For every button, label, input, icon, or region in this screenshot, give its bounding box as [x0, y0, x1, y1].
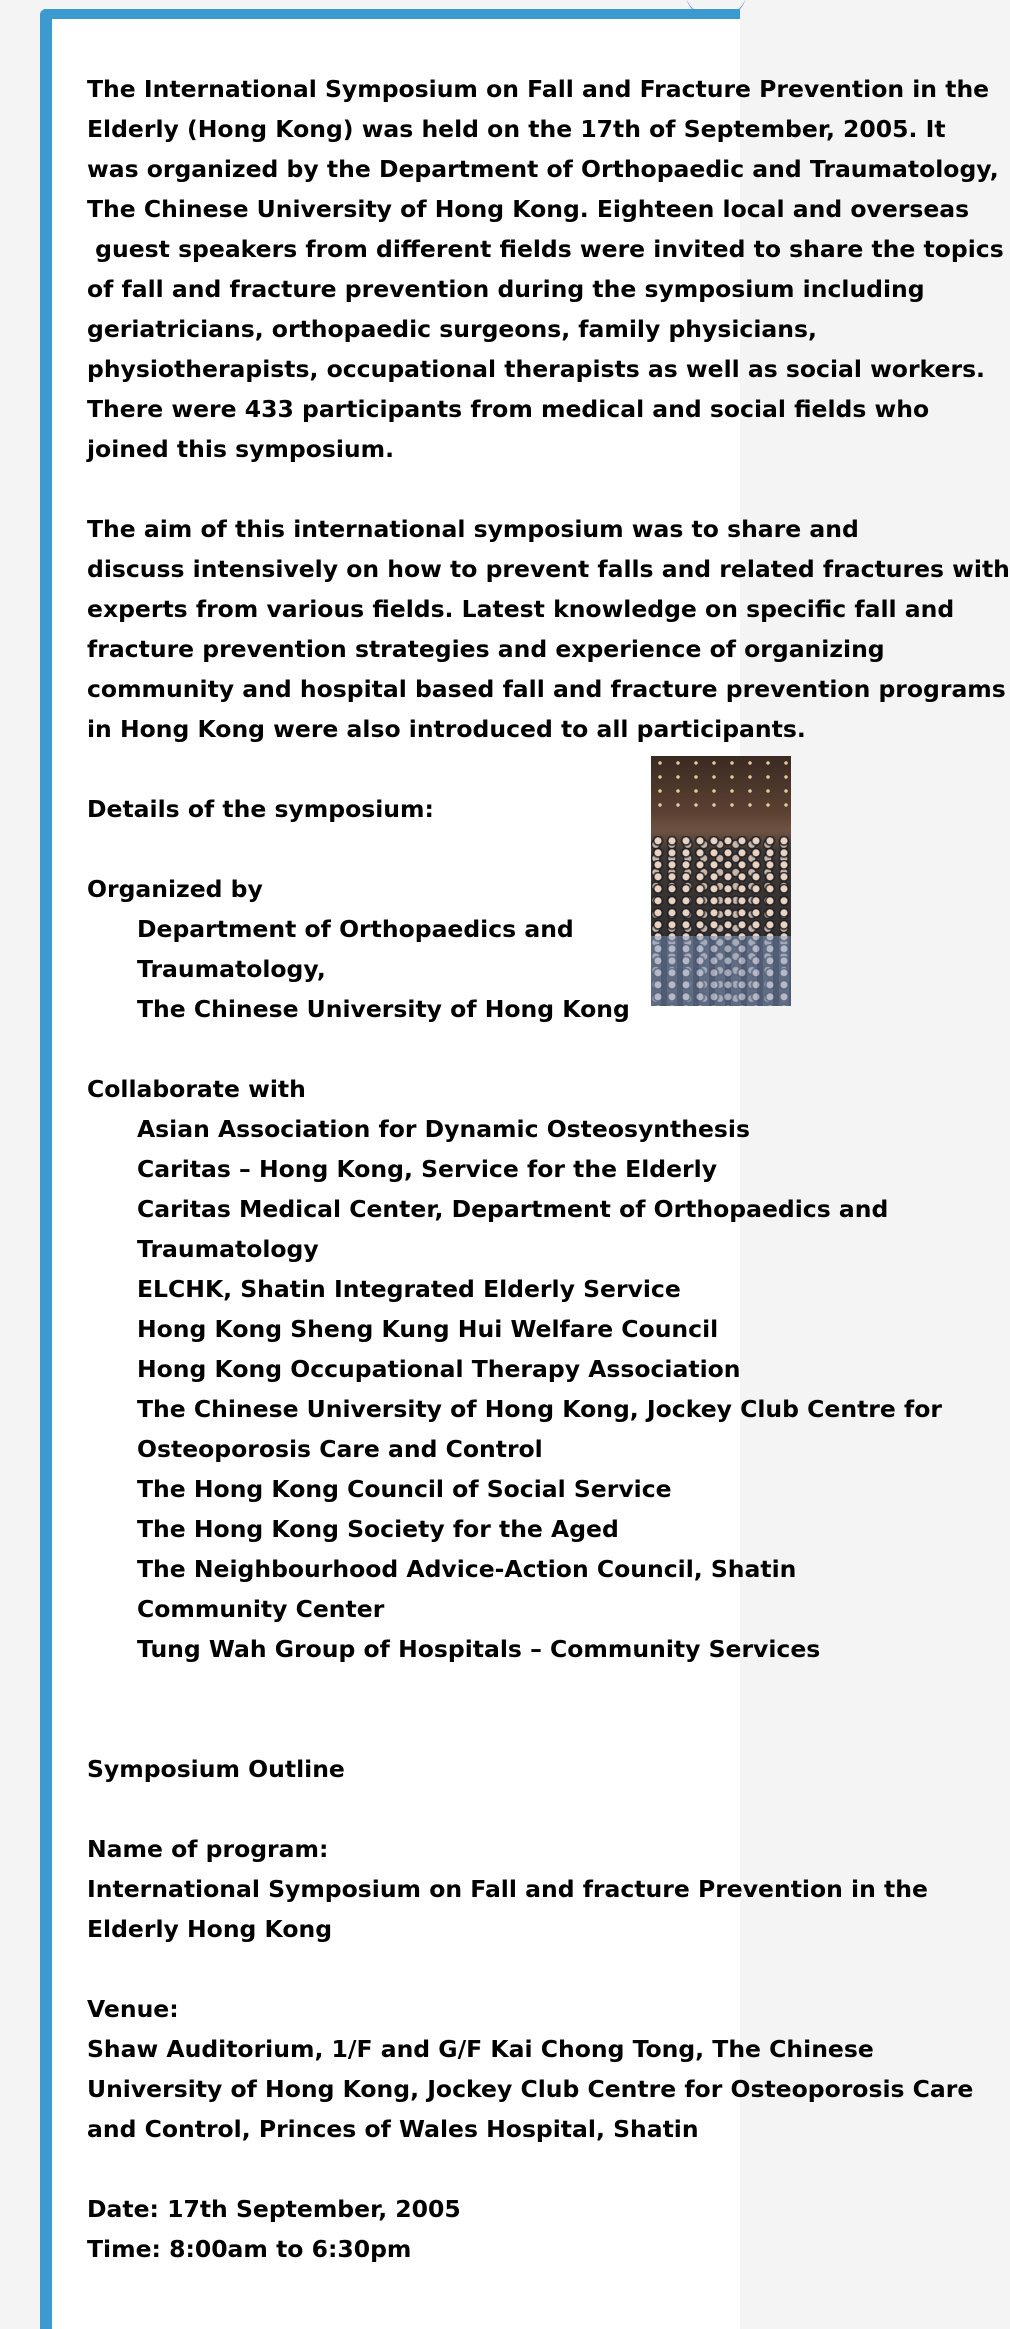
- collaborator-item: The Hong Kong Society for the Aged: [137, 1515, 619, 1543]
- article-body: [87, 19, 1010, 2269]
- text-line: experts from various fields. Latest knowledge on specific fall and: [87, 595, 955, 623]
- collaborator-item: Traumatology: [137, 1235, 319, 1263]
- intro-paragraph: [87, 69, 1004, 469]
- collaborator-list: [87, 1109, 942, 1669]
- collaborator-item: The Chinese University of Hong Kong, Jockey Club Centre for: [137, 1395, 942, 1423]
- collaborator-item: The Neighbourhood Advice-Action Council, Shatin: [137, 1555, 797, 1583]
- text-line: fracture prevention strategies and experience of organizing: [87, 635, 885, 663]
- text-line: The aim of this international symposium was to share and: [87, 515, 859, 543]
- text-line: The Chinese University of Hong Kong. Eighteen local and overseas: [87, 195, 970, 223]
- event-date: Date: 17th September, 2005: [87, 2195, 461, 2223]
- text-line: Elderly (Hong Kong) was held on the 17th of September, 2005. It: [87, 115, 946, 143]
- text-line: of fall and fracture prevention during the symposium including: [87, 275, 925, 303]
- outline-heading: Symposium Outline: [87, 1755, 345, 1783]
- aim-paragraph: [87, 509, 1010, 749]
- event-time: Time: 8:00am to 6:30pm: [87, 2235, 412, 2263]
- collaborator-item: Community Center: [137, 1595, 385, 1623]
- program-label: Name of program:: [87, 1835, 329, 1863]
- collaborator-item: Caritas Medical Center, Department of Orthopaedics and: [137, 1195, 889, 1223]
- organizer-line: Traumatology,: [137, 955, 326, 983]
- text-line: community and hospital based fall and fracture prevention programs: [87, 675, 1006, 703]
- venue-line: University of Hong Kong, Jockey Club Centre for Osteoporosis Care: [87, 2075, 974, 2103]
- auditorium-photo: [651, 756, 791, 1006]
- program-name: International Symposium on Fall and fracture Prevention in the: [87, 1875, 928, 1903]
- text-line: geriatricians, orthopaedic surgeons, family physicians,: [87, 315, 817, 343]
- venue-label: Venue:: [87, 1995, 179, 2023]
- details-heading: Details of the symposium:: [87, 795, 434, 823]
- text-line: was organized by the Department of Orthopaedic and Traumatology,: [87, 155, 999, 183]
- text-line: guest speakers from different fields were invited to share the topics: [87, 235, 1004, 263]
- collaborator-item: Osteoporosis Care and Control: [137, 1435, 543, 1463]
- text-line: There were 433 participants from medical and social fields who: [87, 395, 930, 423]
- program-name: Elderly Hong Kong: [87, 1915, 333, 1943]
- collaborator-item: Hong Kong Sheng Kung Hui Welfare Council: [137, 1315, 719, 1343]
- text-line: physiotherapists, occupational therapists as well as social workers.: [87, 355, 985, 383]
- text-line: discuss intensively on how to prevent falls and related fractures with: [87, 555, 1010, 583]
- organizer-line: Department of Orthopaedics and: [137, 915, 574, 943]
- text-line: joined this symposium.: [87, 435, 395, 463]
- collaborator-item: ELCHK, Shatin Integrated Elderly Service: [137, 1275, 681, 1303]
- text-line: The International Symposium on Fall and Fracture Prevention in the: [87, 75, 990, 103]
- content-panel: [40, 9, 1010, 2329]
- venue-line: and Control, Princes of Wales Hospital, Shatin: [87, 2115, 699, 2143]
- venue-line: Shaw Auditorium, 1/F and G/F Kai Chong Tong, The Chinese: [87, 2035, 874, 2063]
- organized-heading: Organized by: [87, 875, 263, 903]
- collaborator-item: Caritas – Hong Kong, Service for the Elderly: [137, 1155, 718, 1183]
- collaborate-heading: Collaborate with: [87, 1075, 306, 1103]
- collaborator-item: Asian Association for Dynamic Osteosynthesis: [137, 1115, 750, 1143]
- collaborator-item: The Hong Kong Council of Social Service: [137, 1475, 672, 1503]
- collaborator-item: Tung Wah Group of Hospitals – Community Services: [137, 1635, 821, 1663]
- text-line: in Hong Kong were also introduced to all participants.: [87, 715, 806, 743]
- organizer-line: The Chinese University of Hong Kong: [137, 995, 630, 1023]
- collaborator-item: Hong Kong Occupational Therapy Association: [137, 1355, 741, 1383]
